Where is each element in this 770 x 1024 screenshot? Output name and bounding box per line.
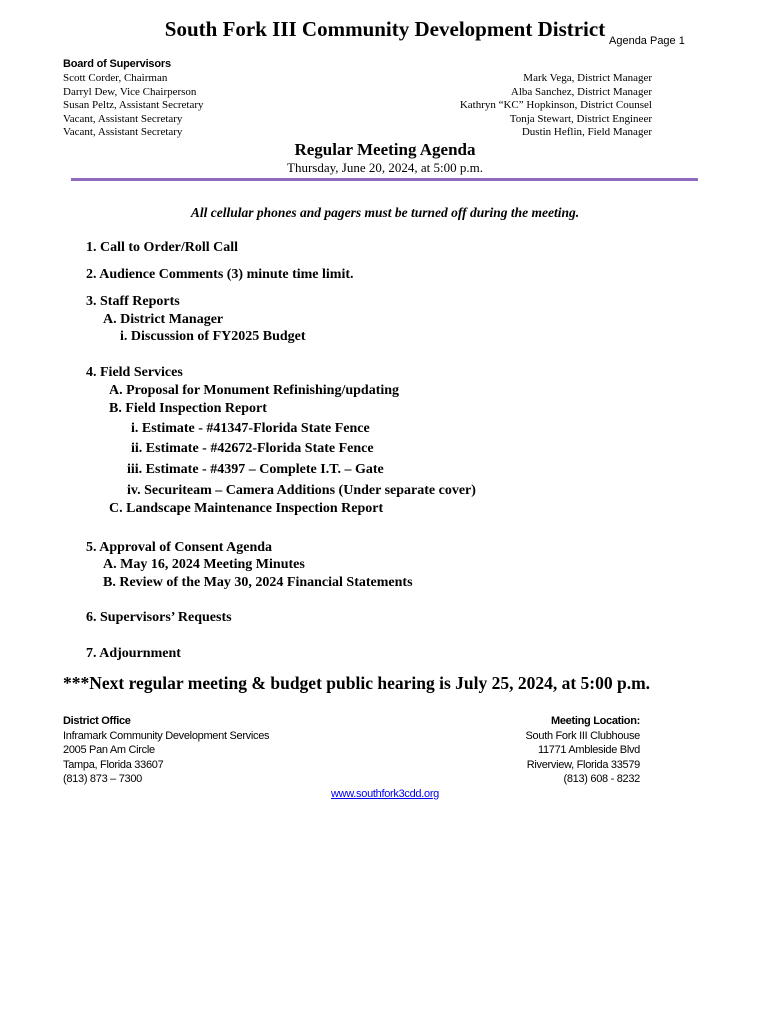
document-title: South Fork III Community Development District [164,17,606,41]
district-office-block [63,714,269,787]
location-line: South Fork III Clubhouse [525,729,640,742]
district-office-heading: District Office [63,715,131,727]
supervisors-list [63,72,204,140]
office-line: (813) 873 – 7300 [63,773,142,785]
page-label: Agenda Page 1 [609,35,685,47]
agenda-title: Regular Meeting Agenda [294,140,476,159]
agenda-item-1: 1. Call to Order/Roll Call [86,240,239,255]
next-meeting-notice: ***Next regular meeting & budget public hearing is July 25, 2024, at 5:00 p.m. [63,673,651,693]
staff-line: Mark Vega, District Manager [523,72,652,84]
agenda-item-3: 3. Staff Reports [86,294,180,309]
agenda-item-6: 6. Supervisors’ Requests [86,610,232,625]
location-line: Riverview, Florida 33579 [526,758,640,771]
supervisor-line: Scott Corder, Chairman [63,72,168,84]
agenda-item-4b: B. Field Inspection Report [109,401,267,416]
supervisor-line: Susan Peltz, Assistant Secretary [63,99,204,112]
staff-line: Alba Sanchez, District Manager [510,85,652,98]
supervisor-line: Vacant, Assistant Secretary [63,126,183,139]
meeting-location-heading: Meeting Location: [550,715,640,727]
office-line: Tampa, Florida 33607 [63,758,164,771]
agenda-item-4b-iv: iv. Securiteam – Camera Additions (Under separate cover) [127,483,476,498]
supervisor-line: Darryl Dew, Vice Chairperson [63,85,197,98]
location-line: 11771 Ambleside Blvd [537,744,640,756]
agenda-item-4: 4. Field Services [86,365,183,380]
agenda-item-4b-ii: ii. Estimate - #42672-Florida State Fence [131,441,374,456]
supervisor-line: Vacant, Assistant Secretary [63,112,183,125]
staff-line: Dustin Heflin, Field Manager [521,126,652,139]
agenda-item-4c: C. Landscape Maintenance Inspection Report [109,501,384,516]
board-heading: Board of Supervisors [63,58,171,70]
agenda-item-4b-iii: iii. Estimate - #4397 – Complete I.T. – Gate [127,462,384,477]
agenda-item-3a-i: i. Discussion of FY2025 Budget [120,329,306,344]
title-divider [71,178,698,181]
agenda-item-7: 7. Adjournment [86,646,181,661]
staff-list [460,72,652,140]
agenda-item-3a: A. District Manager [103,312,224,327]
office-line: 2005 Pan Am Circle [63,744,155,756]
staff-line: Kathryn “KC” Hopkinson, District Counsel [459,99,652,112]
website-link[interactable]: www.southfork3cdd.org [330,788,440,800]
agenda-item-4b-i: i. Estimate - #41347-Florida State Fence [131,421,370,436]
phone-notice: All cellular phones and pagers must be turned off during the meeting. [190,205,580,220]
agenda-item-2: 2. Audience Comments (3) minute time limit. [86,267,354,282]
staff-line: Tonja Stewart, District Engineer [509,112,652,125]
agenda-item-5: 5. Approval of Consent Agenda [86,540,273,555]
agenda-item-5b: B. Review of the May 30, 2024 Financial Statements [103,575,413,590]
agenda-item-4a: A. Proposal for Monument Refinishing/updating [109,383,400,398]
office-line: Inframark Community Development Services [63,729,270,742]
agenda-item-5a: A. May 16, 2024 Meeting Minutes [103,557,305,572]
meeting-date: Thursday, June 20, 2024, at 5:00 p.m. [287,160,483,175]
meeting-location-block [526,714,640,787]
location-line: (813) 608 - 8232 [563,773,640,785]
